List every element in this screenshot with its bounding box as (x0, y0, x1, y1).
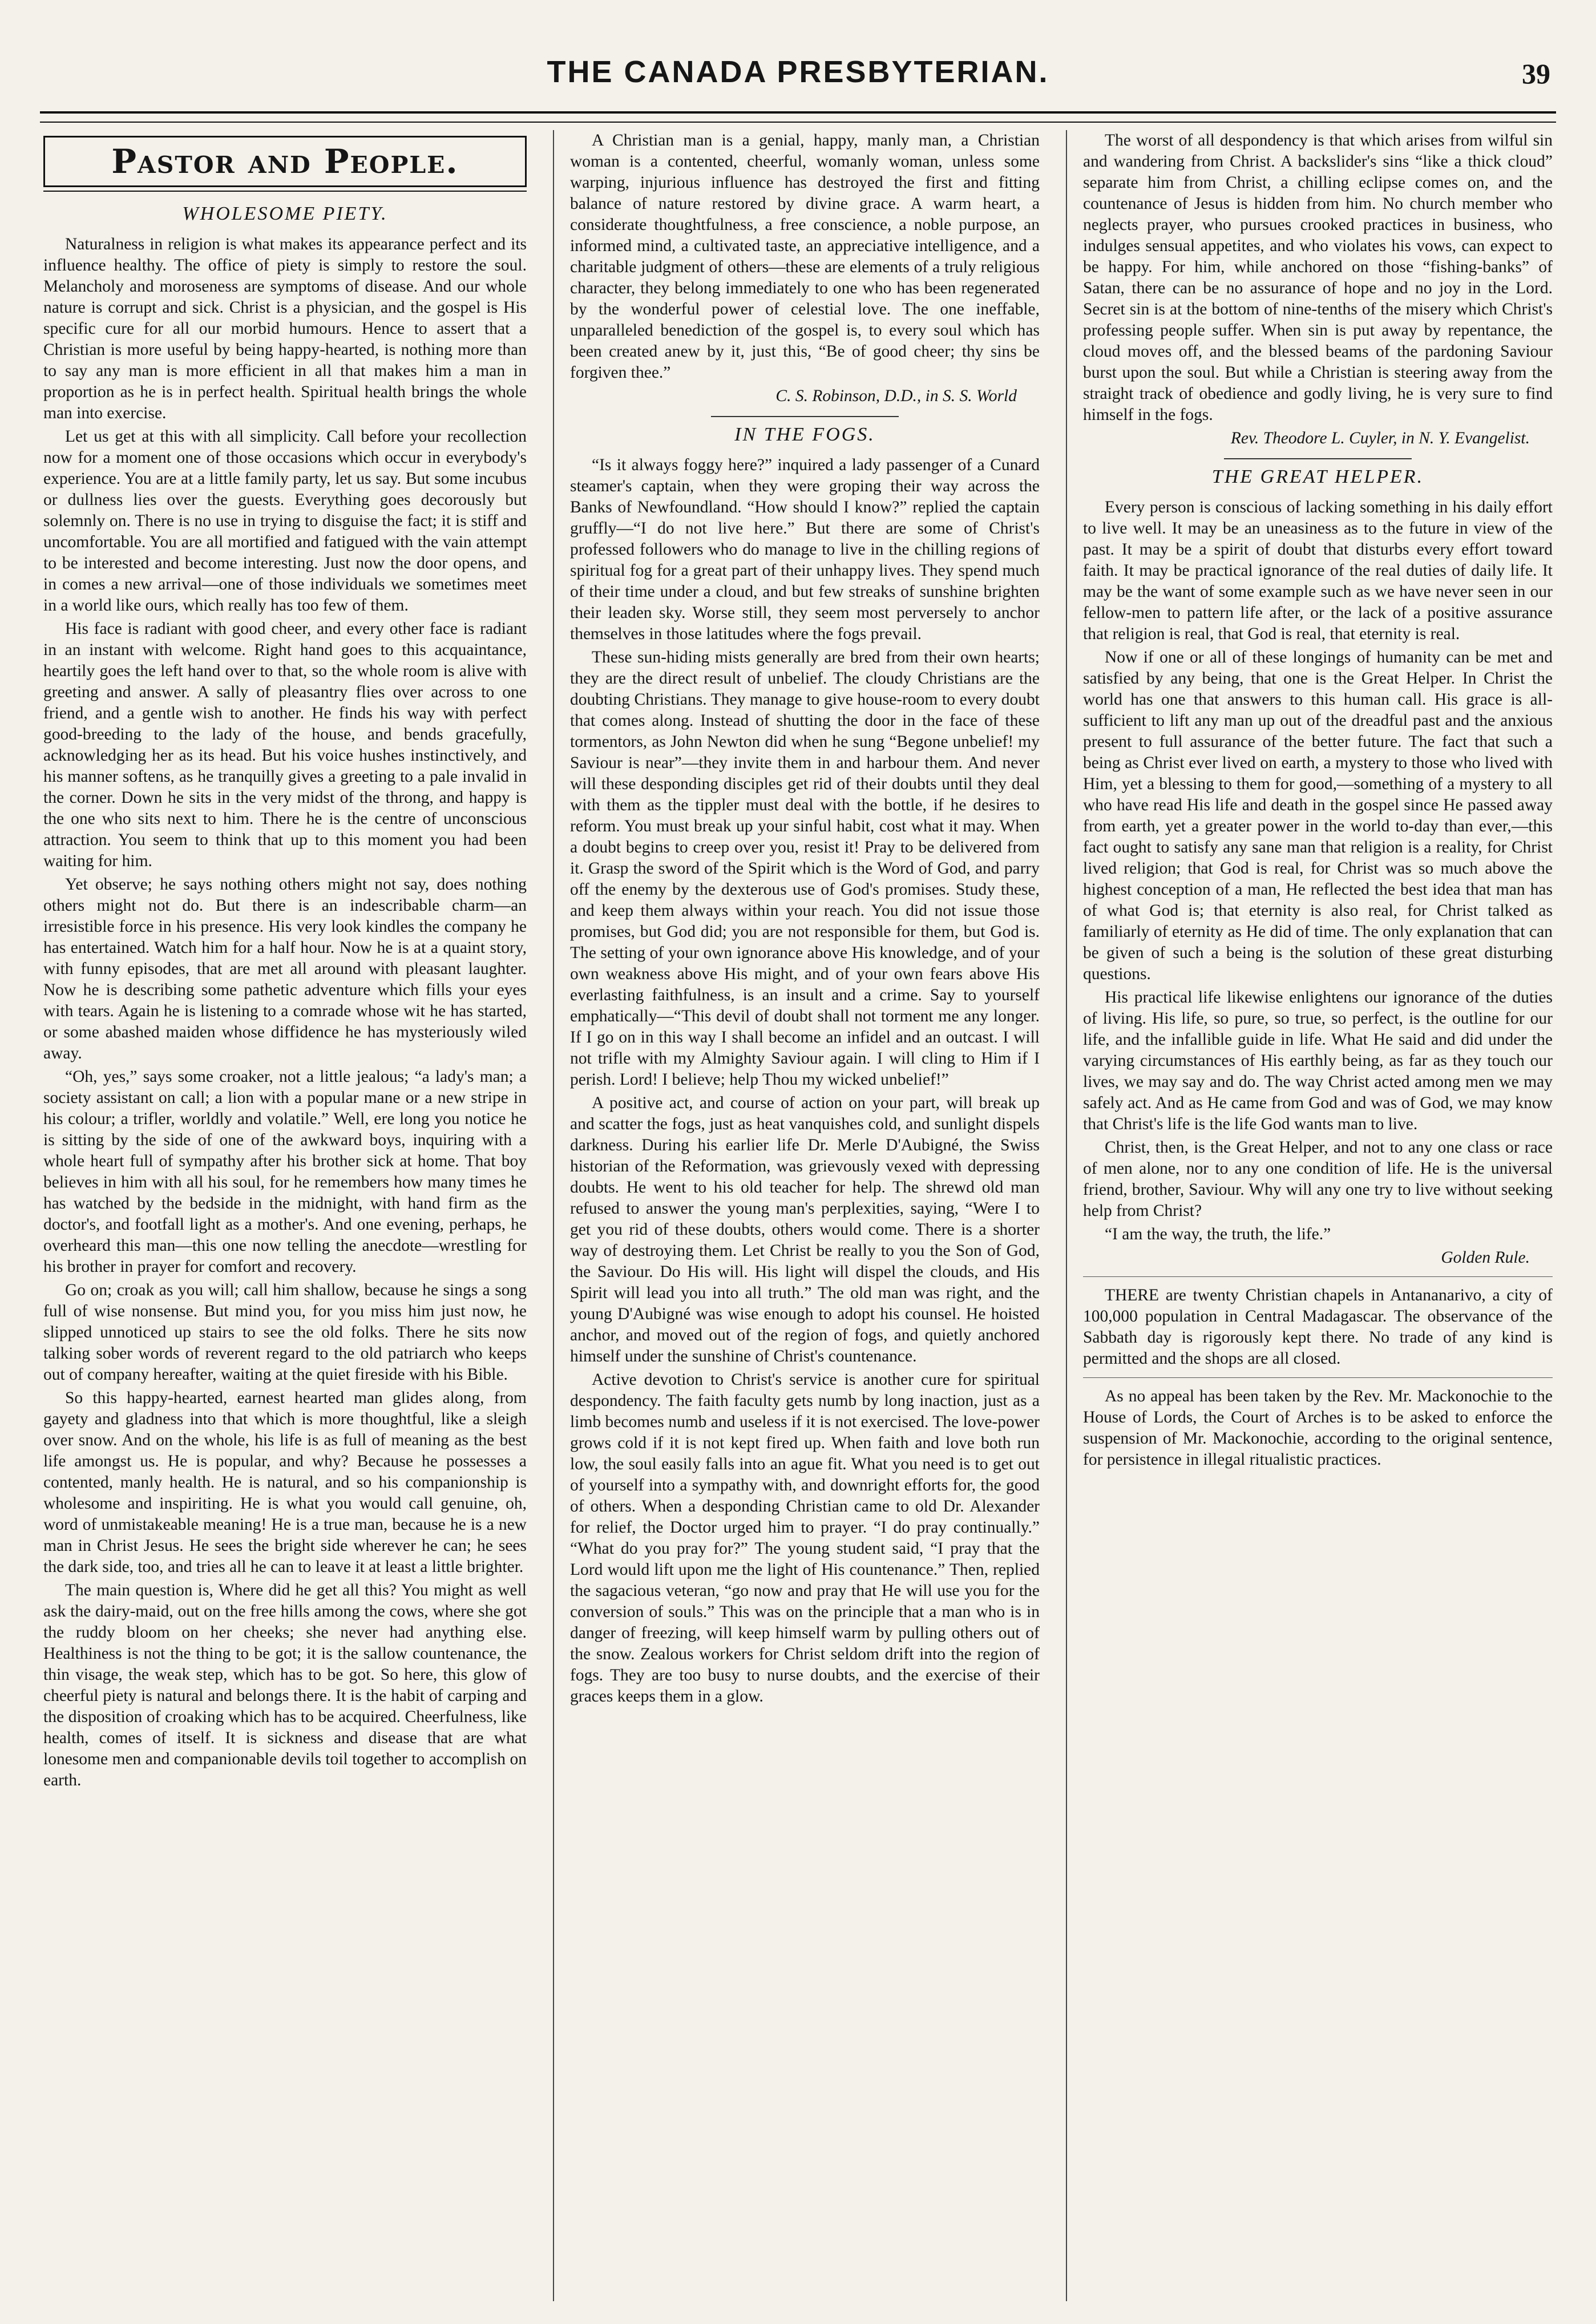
article-columns (40, 130, 1556, 2301)
note-rule (1083, 1377, 1553, 1378)
paragraph: “Oh, yes,” says some croaker, not a little jealous; “a lady's man; a society assistant on call; a lion with a popular mane or a new stripe in his colour; a trifler, worldly and volatile.” Well, ere long you notice he is sitting by the side of one of the awkward boys, inquiring with a whole heart full of sympathy after his brother sick at home. That boy believes in him with all his soul, for he remembers how many times he has watched by the bedside in the midnight, with hand firm as the doctor's, and footfall light as a mother's. And one evening, perhaps, he overheard this man—this one now telling the anecdote—wrestling for his brother in prayer for comfort and recovery. (43, 1068, 527, 1276)
article-separator (711, 416, 899, 417)
column-3 (1066, 130, 1556, 2301)
department-heading: Pastor and People. (43, 136, 527, 187)
masthead (40, 23, 1556, 90)
paragraph: His practical life likewise enlightens our ignorance of the duties of living. His life, so pure, so true, so perfect, is the outline for our life, and the infallible guide in life. What He said and did under the varying circumstances of His earthly being, as far as they touch our lives, we may say and do. The way Christ acted among men we may safely act. And as He came from God and was of God, we may know that Christ's life is the life God wants man to live. (1083, 988, 1553, 1133)
byline-in-the-fogs: Rev. Theodore L. Cuyler, in N. Y. Evangelist. (1230, 429, 1530, 447)
masthead-rule (40, 111, 1556, 123)
paragraph: Go on; croak as you will; call him shallow, because he sings a song full of wise nonsense. But mind you, for you miss him just now, he slipped unnoticed up stairs to see the old folks. There he sits now talking sober words of reverent regard to the old patriarch who keeps out of company hereafter, waiting at the quiet fireside with his Bible. (43, 1281, 527, 1384)
column-2 (553, 130, 1043, 2301)
paragraph: Now if one or all of these longings of humanity can be met and satisfied by any being, that one is the Great Helper. In Christ the world has one that answers to this human call. His grace is all-sufficient to lift any man up out of the dreadful past and the anxious present to full assurance of the better future. The fact that such a being as Christ ever lived on earth, a mystery to those who lived with Him, yet a blessing to them for good,—something of a mystery to all who have read His life and death in the gospel since He passed away from earth, yet a greater power in the world to-day than ever,—this fact ought to satisfy any sane man that religion is a reality, for Christ lived religion; that God is real, for Christ was so much above the highest conception of a man, He reflected the best idea that man has of what God is; that eternity is also real, for Christ talked as familiarly of eternity as He did of time. The only explanation that can be given of such a being is the solution of these great disturbing questions. (1083, 648, 1553, 983)
newspaper-title: THE CANADA PRESBYTERIAN. (547, 55, 1049, 89)
paragraph: Christ, then, is the Great Helper, and not to any one class or race of men alone, nor to any one condition of life. He is the universal friend, brother, Saviour. Why will any one try to live without seeking help from Christ? (1083, 1138, 1553, 1220)
article-title-great-helper: THE GREAT HELPER. (1211, 466, 1424, 487)
byline-wholesome-piety: C. S. Robinson, D.D., in S. S. World (775, 387, 1017, 405)
news-note: THERE are twenty Christian chapels in Antananarivo, a city of 100,000 population in Central Madagascar. The observance of the Sabbath day is rigorously kept there. No trade of any kind is permitted and the shops are all closed. (1083, 1286, 1553, 1368)
paragraph: “I am the way, the truth, the life.” (1105, 1225, 1331, 1243)
news-notes (1083, 1285, 1553, 1470)
paragraph: The main question is, Where did he get all this? You might as well ask the dairy-maid, out on the free hills among the cows, where she got the ruddy bloom on her cheeks; she never had anything else. Healthiness is not the thing to be got; it is the sallow countenance, the thin visage, the weak step, which has to be got. So here, this glow of cheerful piety is natural and belongs there. It is the habit of carping and the disposition of croaking which has to be acquired. Cheerfulness, like health, comes of itself. It is sickness and disease that are what lonesome men and companionable devils toil together to accomplish on earth. (43, 1581, 527, 1789)
page-number: 39 (1522, 58, 1550, 90)
paragraph: So this happy-hearted, earnest hearted man glides along, from gayety and gladness into that which is more thoughtful, like a sleigh over snow. And on the whole, his life is as full of meaning as the best life amongst us. He is popular, and why? Because he possesses a contented, manly health. He is natural, and so his companionship is wholesome and inspiriting. He is what you would call genuine, oh, word of unmistakeable meaning! He is a true man, because he is a new man in Christ Jesus. He sees the bright side wherever he can; he sees the dark side, too, and tries all he can to leave it at least a little brighter. (43, 1389, 527, 1576)
paragraph: “Is it always foggy here?” inquired a lady passenger of a Cunard steamer's captain, when they were groping their way across the Banks of Newfoundland. “How should I know?” replied the captain gruffly—“I do not live here.” But there are some of Christ's professed followers who do manage to live in the chilling regions of spiritual fog for a great part of their unhappy lives. They spend much of their time under a cloud, and but few streaks of sunshine brighten their leaden sky. Worse still, they seem most perversely to anchor themselves in those latitudes where the fogs prevail. (570, 456, 1040, 643)
paragraph: Let us get at this with all simplicity. Call before your recollection now for a moment one of those occasions which occur in everybody's experience. You are at a little family party, let us say. But some incubus or dullness lies over the guests. Everything goes decorously but solemnly on. There is no use in trying to disguise the fact; it is stiff and uncomfortable. You are all mortified and fatigued with the vain attempt to be interested and become interesting. Just now the door opens, and in comes a new arrival—one of those individuals we sometimes meet in a world like ours, which really has too few of them. (43, 427, 527, 615)
paragraph: A Christian man is a genial, happy, manly man, a Christian woman is a contented, cheerful, womanly woman, unless some warping, injurious influence has destroyed the first and fitting balance of nature restored by divine grace. A warm heart, a considerate thoughtfulness, a free conscience, a noble purpose, an informed mind, a cultivated taste, an appreciative intelligence, and a charitable judgment of others—these are elements of a truly religious character, they belong immediately to one who has been regenerated by the wonderful power of celestial love. The one ineffable, unparalleled benediction of the gospel is, to every soul which has been created anew by it, just this, “Be of good cheer; thy sins be forgiven thee.” (570, 131, 1040, 382)
paragraph: His face is radiant with good cheer, and every other face is radiant in an instant with welcome. Right hand goes to this acquaintance, heartily goes the left hand over to that, so the whole room is alive with greeting and answer. A sally of pleasantry flies over across to one friend, and a gentle wish to another. He finds his way with perfect good-breeding to the lady of the house, and bends gracefully, acknowledging her as its head. But his voice hushes instinctively, and his manner softens, as he tranquilly gives a greeting to a pale invalid in the corner. Down he sits in the very midst of the throng, and happy is the one who sits next to him. There he is the centre of unconscious attraction. You seem to think that up to this moment you had been waiting for him. (43, 620, 527, 870)
article-title-wholesome-piety: WHOLESOME PIETY. (182, 203, 388, 224)
paragraph: These sun-hiding mists generally are bred from their own hearts; they are the direct result of unbelief. The cloudy Christians are the doubting Christians. They manage to give house-room to every doubt that comes along. Instead of shutting the door in the face of these tormentors, as John Newton did when he sung “Begone unbelief! my Saviour is near”—they invite them in and harbour them. And never will these desponding disciples get rid of their doubts until they deal with them as the tippler must deal with the bottle, if he desires to reform. You must break up your sinful habit, cost what it may. When a doubt begins to creep over you, resist it! Pray to be delivered from it. Grasp the sword of the Spirit which is the Word of God, and parry off the enemy by the dexterous use of God's promises. Study these, and keep them always within your reach. You did not issue those promises, but God did; you are not responsible for them, but God is. The setting of your own ignorance above His knowledge, and of your own weakness above His might, and of your own fears above His everlasting faithfulness, is an insult and a crime. Say to yourself emphatically—“This devil of doubt shall not torment me any longer. If I go on in this way I shall become an infidel and an outcast. I will not trifle with my Almighty Saviour again. I will cling to Him if I perish. Lord! I believe; help Thou my wicked unbelief!” (570, 648, 1040, 1089)
paragraph: The worst of all despondency is that which arises from wilful sin and wandering from Christ. A backslider's sins “like a thick cloud” separate him from Christ, a chilling eclipse comes on, and the countenance of Jesus is hidden from him. No church member who neglects prayer, who pursues crooked practices in business, who indulges sensual appetites, and who violates his vows, can expect to be happy. For him, while anchored on those “fishing-banks” of Satan, there can be no assurance of hope and no joy in the Lord. Secret sin is at the bottom of nine-tenths of the misery which Christ's professing people suffer. When sin is put away by repentance, the cloud moves off, and the blessed beams of the pardoning Saviour burst upon the soul. But while a Christian is steering away from the straight track of obedience and godly living, he is very sure to find himself in the fogs. (1083, 131, 1553, 424)
article-separator (1224, 458, 1412, 459)
paragraph: A positive act, and course of action on your part, will break up and scatter the fogs, just as heat vanquishes cold, and sunlight dispels darkness. During his earlier life Dr. Merle D'Aubigné, the Swiss historian of the Reformation, was grievously vexed with depressing doubts. He went to his old teacher for help. The shrewd old man refused to answer the young man's perplexities, saying, “Were I to get you rid of these doubts, others would come. There is a shorter way of destroying them. Let Christ be really to you the Son of God, the Saviour. Do His will. His light will dispel the clouds, and His Spirit will lead you into all truth.” The old man was right, and the young D'Aubigné was wise enough to adopt his counsel. He hoisted anchor, and moved out of the region of fogs, and quietly anchored himself under the sunshine of Christ's countenance. (570, 1094, 1040, 1365)
news-note: As no appeal has been taken by the Rev. Mr. Mackonochie to the House of Lords, the Court of Arches is to be asked to enforce the suspension of Mr. Mackonochie, according to the original sentence, for persistence in illegal ritualistic practices. (1083, 1387, 1553, 1469)
paragraph: Every person is conscious of lacking something in his daily effort to live well. It may be an uneasiness as to the future in view of the past. It may be a spirit of doubt that disturbs every effort toward faith. It may be practical ignorance of the real duties of daily life. It may be the want of some example such as we have never seen in our fellow-men to pattern life after, or the lack of a positive assurance that religion is real, that God is real, that eternity is real. (1083, 498, 1553, 643)
article-title-in-the-fogs: IN THE FOGS. (734, 424, 875, 445)
paragraph: Active devotion to Christ's service is another cure for spiritual despondency. The faith faculty gets numb by long inaction, just as a limb becomes numb and useless if it is not exercised. The love-power grows cold if it is not kept fired up. When faith and love both run low, the soul easily falls into an ague fit. What you need is to get out of yourself into a sympathy with, and downright efforts for, the good of others. When a desponding Christian came to old Dr. Alexander for relief, the Doctor urged him to prayer. “I do pray continually.” “What do you pray for?” The young student said, “I pray that the Lord would lift upon me the light of His countenance.” Then, replied the sagacious veteran, “go now and pray that He will use you for the conversion of souls.” This was on the principle that a man who is in danger of freezing, will keep himself warm by pulling others out of the snow. Zealous workers for Christ seldom drift into the region of fogs. They are too busy to nurse doubts, and the exercise of their graces keeps them in a glow. (570, 1371, 1040, 1705)
paragraph: Yet observe; he says nothing others might not say, does nothing others might not do. But there is an indescribable charm—an irresistible force in his presence. His very look kindles the company he has entertained. Watch him for a half hour. Now he is at a quaint story, with funny episodes, that are met all around with pleasant laughter. Now he is describing some pathetic adventure which fills your eyes with tears. Again he is listening to a comrade whose wit he has started, or some abashed maiden whose diffidence he has mysteriously wiled away. (43, 875, 527, 1062)
department-rule (43, 191, 527, 196)
section-rule (1083, 1276, 1553, 1277)
byline-great-helper: Golden Rule. (1441, 1248, 1530, 1267)
paragraph: Naturalness in religion is what makes its appearance perfect and its influence healthy. The office of piety is simply to restore the soul. Melancholy and moroseness are symptoms of disease. And our whole nature is corrupt and sick. Christ is a physician, and the gospel is His specific cure for all our morbid humours. Hence to assert that a Christian is more useful by being happy-hearted, is nothing more than to say any man is more efficient in all that makes him a man in proportion as he is in perfect health. Spiritual health brings the whole man into exercise. (43, 235, 527, 422)
column-1 (40, 130, 530, 2301)
